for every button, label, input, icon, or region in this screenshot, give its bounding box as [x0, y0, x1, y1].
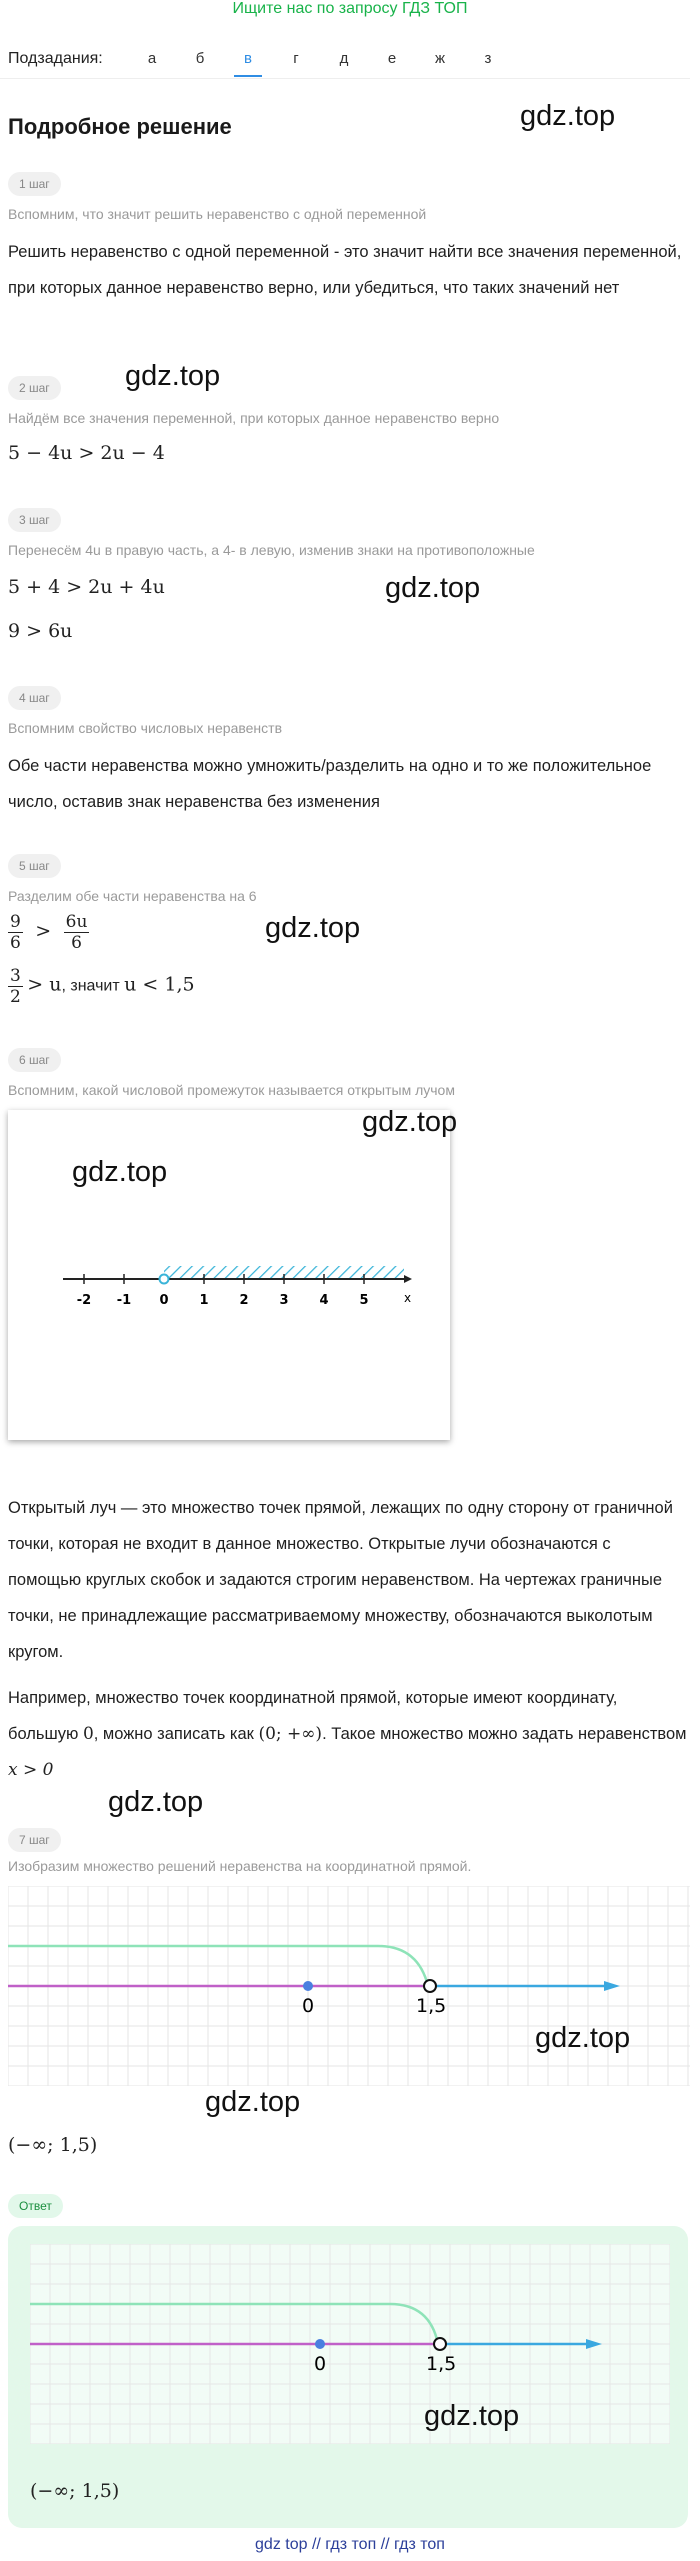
step-5-fraction-line: $\frac{9}{6}$ > $\frac{6u}{6}$: [10, 912, 88, 953]
tab-b[interactable]: б: [195, 50, 205, 67]
tick-label: 5: [359, 1293, 369, 1308]
step-2-badge: 2 шаг: [8, 376, 61, 400]
step-7-hint: Изобразим множество решений неравенства на координатной прямой.: [8, 1858, 472, 1874]
subtask-tabs: [128, 44, 512, 77]
zero-label: 0: [314, 2353, 327, 2375]
tick-label: 0: [159, 1293, 169, 1308]
step-7-interval: (−∞; 1,5): [8, 2134, 98, 2156]
tab-a[interactable]: а: [147, 50, 157, 67]
zero-point: [315, 2339, 325, 2349]
step-3-hint: Перенесём 4u в правую часть, а 4- в левую, изменив знаки на противоположные: [8, 542, 535, 558]
step-1-badge: 1 шаг: [8, 172, 61, 196]
step-6-example: Например, множество точек координатной прямой, которые имеют координату, большую 0, можно записать как (0; +∞). Такое множество можно задать неравенством x > 0: [8, 1689, 687, 1780]
step-2-hint: Найдём все значения переменной, при которых данное неравенство верно: [8, 410, 500, 426]
tab-e[interactable]: е: [387, 50, 397, 67]
answer-box: [8, 2226, 688, 2528]
fraction: $\frac{9}{6}$: [10, 912, 21, 953]
tick-label: 2: [239, 1293, 249, 1308]
tab-v[interactable]: в: [224, 44, 272, 77]
fraction: $\frac{6u}{6}$: [65, 912, 88, 953]
boundary-point: [434, 2338, 446, 2350]
answer-badge: Ответ: [8, 2194, 63, 2218]
boundary-point: [424, 1980, 436, 1992]
step-6-badge: 6 шаг: [8, 1048, 61, 1072]
axis-label: x: [404, 1291, 412, 1305]
watermark: gdz.top: [72, 1156, 168, 1188]
boundary-label: 1,5: [416, 1995, 447, 2017]
tick-label: 1: [199, 1293, 209, 1308]
watermark: gdz.top: [520, 100, 616, 132]
watermark: gdz.top: [362, 1106, 458, 1138]
ray-arrow: [604, 1981, 620, 1991]
open-point: [160, 1275, 169, 1284]
tick-label: -1: [116, 1293, 132, 1308]
step-1-text: Решить неравенство с одной переменной - это значит найти все значения переменной, при которых данное неравенство верно, или убедиться, что таких значений нет: [8, 243, 682, 297]
step-6-hint: Вспомним, какой числовой промежуток называется открытым лучом: [8, 1082, 455, 1098]
step-4-text: Обе части неравенства можно умножить/разделить на одно и то же положительное число, оставив знак неравенства без изменения: [8, 757, 652, 811]
subtasks-label: Подзадания:: [8, 50, 103, 67]
step-3-line-1: 5 + 4 > 2u + 4u: [8, 576, 165, 598]
tab-zh[interactable]: ж: [434, 50, 446, 67]
zero-point: [303, 1981, 313, 1991]
grid-drawing: [8, 1886, 690, 2086]
step-7-badge: 7 шаг: [8, 1828, 61, 1852]
step-4-hint: Вспомним свойство числовых неравенств: [8, 720, 283, 736]
coordinate-line-figure: [8, 1886, 690, 2091]
tab-z[interactable]: з: [484, 50, 492, 67]
step-3-line-2: 9 > 6u: [8, 620, 73, 642]
watermark: gdz.top: [265, 912, 361, 944]
step-2-inequality: 5 − 4u > 2u − 4: [8, 442, 165, 464]
watermark: gdz.top: [108, 1786, 204, 1818]
footer-links[interactable]: gdz top // гдз топ // гдз топ: [255, 2536, 445, 2553]
tick-label: -2: [76, 1293, 92, 1308]
watermark: gdz.top: [125, 360, 221, 392]
tick-label: 4: [319, 1293, 329, 1308]
step-5-hint: Разделим обе части неравенства на 6: [8, 888, 257, 904]
page-title: Подробное решение: [8, 114, 232, 139]
tab-d[interactable]: д: [339, 50, 349, 67]
tabs-divider: [0, 78, 690, 79]
watermark: gdz.top: [385, 572, 481, 604]
watermark: gdz.top: [424, 2400, 520, 2432]
arrow-head: [404, 1275, 412, 1283]
step-6-definition: Открытый луч — это множество точек прямой, лежащих по одну сторону от граничной точки, которая не входит в данное множество. Открытые лучи обозначаются с помощью круглых скобок и задаются строгим неравенством. На чертежах граничные точки, не принадлежащие рассматриваемому множеству, обозначаются выколотым кругом.: [8, 1499, 673, 1661]
watermark: gdz.top: [205, 2086, 301, 2118]
tab-g[interactable]: г: [293, 50, 299, 67]
zero-label: 0: [302, 1995, 315, 2017]
answer-interval: (−∞; 1,5): [30, 2480, 120, 2502]
search-banner: Ищите нас по запросу ГДЗ ТОП: [232, 0, 468, 17]
step-5-result-line: $\frac{3}{2}$ > u, значит u < 1,5: [10, 966, 195, 1007]
fraction: $\frac{3}{2}$: [10, 966, 21, 1007]
step-5-badge: 5 шаг: [8, 854, 61, 878]
step-3-badge: 3 шаг: [8, 508, 61, 532]
grid-drawing: [30, 2244, 670, 2444]
answer-figure: [30, 2244, 670, 2449]
step-1-hint: Вспомним, что значит решить неравенство с одной переменной: [8, 206, 427, 222]
tick-label: 3: [279, 1293, 289, 1308]
boundary-label: 1,5: [426, 2353, 457, 2375]
watermark: gdz.top: [535, 2022, 631, 2054]
step-4-badge: 4 шаг: [8, 686, 61, 710]
